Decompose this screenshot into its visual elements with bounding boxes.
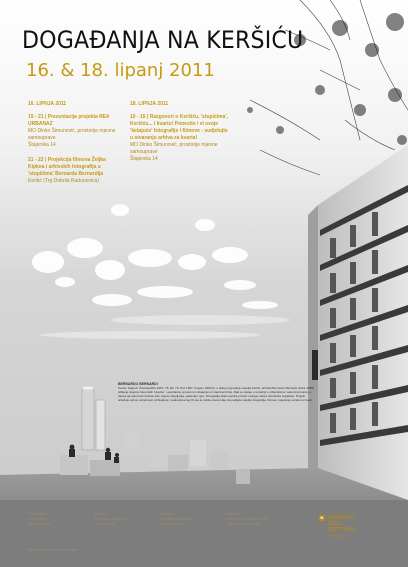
footer-text: Zaklada Heinrich Böll bbox=[160, 517, 194, 521]
facebook-link[interactable]: http://www.facebook.com/kersic bbox=[28, 548, 78, 552]
footer-label: Organizatori: bbox=[28, 512, 49, 516]
heinrich-boll-logo bbox=[320, 515, 356, 539]
footer-text: re4 urbanaz bbox=[28, 517, 47, 521]
event-item bbox=[28, 114, 120, 149]
footer-text: Grad Zagreb bbox=[95, 522, 115, 526]
footer-credits-1 bbox=[28, 512, 88, 527]
event-address: Štajerska 14 bbox=[130, 156, 158, 162]
event-heading: 10 - 15 | Razgovori o Keršiću, 'stupićima', Keršiću... i kvartu! Ponesite i vi svoje 'šetajuće' fotografije i filmove - sudjelujte u stvaranju arhiva za kvarta! bbox=[130, 114, 228, 141]
event-item bbox=[130, 114, 232, 163]
logo-line: BÖLL bbox=[328, 521, 343, 527]
poster-date: 16. & 18. lipanj 2011 bbox=[26, 60, 215, 81]
footer-label: Kontakt: bbox=[227, 512, 240, 516]
logo-mark-icon: B bbox=[320, 515, 324, 520]
footer-link[interactable]: http://www.re4urbanaz.org bbox=[227, 517, 268, 521]
footer-label: Podrška: bbox=[160, 512, 174, 516]
logo-subline: HRVATSKA bbox=[328, 534, 349, 538]
event-venue: MO Dinko Šimunović, prostorije mjesne samouprave bbox=[28, 128, 116, 141]
footer-label: Partneri: bbox=[95, 512, 109, 516]
event-item bbox=[28, 157, 120, 185]
schedule-column-1 bbox=[28, 101, 120, 193]
photo-caption bbox=[118, 382, 316, 402]
footer-credits-4 bbox=[227, 512, 287, 527]
footer-text: Ured za kulturu bbox=[160, 522, 184, 526]
footer-credits-3 bbox=[160, 512, 220, 527]
footer-link[interactable]: info@re4urbanaz.org bbox=[227, 522, 260, 526]
event-heading: 19 - 21 | Prezentacija projekta RE4 URBANAZ bbox=[28, 114, 109, 127]
logo-line: STIFTUNG bbox=[328, 527, 356, 533]
schedule-date: 16. LIPNJA 2011 bbox=[28, 101, 67, 107]
footer-text: MO Dinko Šimunović bbox=[95, 517, 128, 521]
poster-title: DOGAĐANJA NA KERŠIĆU bbox=[22, 26, 304, 54]
event-address: Štajerska 14 bbox=[28, 142, 56, 148]
event-heading: 21 - 22 | Projekcija filmova Željka Kipkea i arhivskih fotografija u 'stupićima' Bernarda Bernardija bbox=[28, 157, 106, 177]
event-venue: MO Dinko Šimunović, prostorije mjesne samouprave bbox=[130, 142, 218, 155]
schedule-column-2 bbox=[130, 101, 232, 171]
footer-text: Keršić Udruga bbox=[28, 522, 51, 526]
schedule-date: 18. LIPNJA 2011 bbox=[130, 101, 169, 107]
footer-credits-2 bbox=[95, 512, 155, 527]
event-address: Keršić (Trg Dobrila Radunovića) bbox=[28, 178, 99, 184]
caption-body: Keršić, Zagreb. Žumberačka 1967, 78. 80. 79. Prvi 1967. Krajem 1960-ih, u sklopu izgradnje naselja Keršić, arhitekt Bernardo Bernardi (1921-1985) oblikuje skupinu betonskih 'stupića' - apstraktnu prostornu instalaciju uz stambeni blok. Rad je nastao u suradnji s urbanistima i autorima kvarta, a danas ga stanovnici koriste kao mjesto okupljanja, sjedenja i igre. Fotografija dokumentira prostor nedugo nakon dovršetka izgradnje. Projekt istražuje odnos umjetnosti, arhitekture i svakodnevnog života te potiče stanovnike da podijele vlastite fotografije, filmove i sjećanja vezana uz kvart. bbox=[118, 386, 315, 402]
caption-title: BERNARDO BERNARDI bbox=[118, 382, 158, 386]
logo-line: HEINRICH bbox=[328, 515, 355, 521]
